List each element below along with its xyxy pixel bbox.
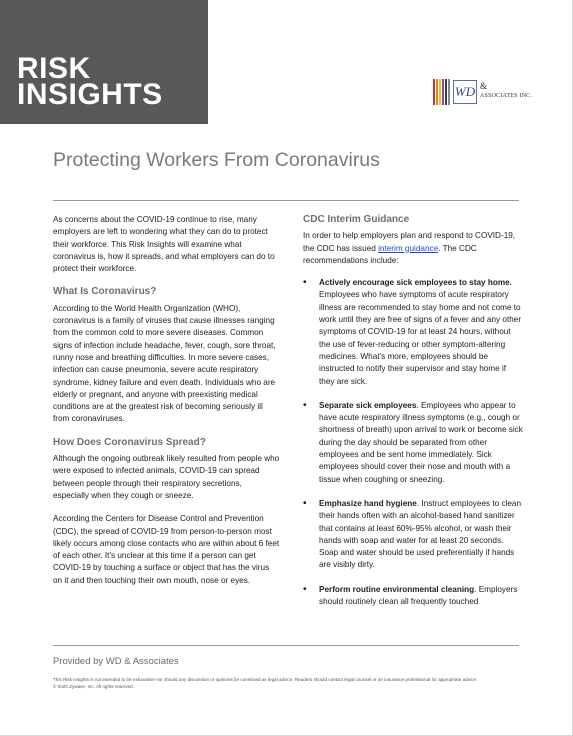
logo-stripe (433, 79, 435, 105)
logo-stripe (442, 79, 444, 105)
cdc-recommendations-list (303, 277, 523, 608)
section-heading-how-spread: How Does Coronavirus Spread? (53, 436, 206, 448)
list-item (303, 498, 523, 572)
bullet-lead: Separate sick employees (319, 400, 417, 410)
interim-guidance-link[interactable]: interim guidance (378, 243, 439, 253)
what-is-paragraph: According to the World Health Organization (WHO), coronavirus is a family of viruses that cause illnesses ranging from the common cold to more severe diseases. Common signs of infection include headache, fever, cough, sore throat, runny nose and breathing difficulties. In more severe cases, infection can cause pneumonia, severe acute respiratory syndrome, kidney failure and even death. Individuals who are elderly or pregnant, and anyone with preexisting medical conditions are at the greatest risk of becoming seriously ill from coronaviruses. (53, 303, 276, 424)
cdc-intro-paragraph (303, 230, 523, 267)
footer-disclaimer (53, 676, 523, 690)
intro-paragraph: As concerns about the COVID-19 continue to rise, many employers are left to wondering what they can do to protect their workforce. This Risk Insights will examine what coronavirus is, how it spreads, and what employers can do to protect their workforce. (53, 215, 275, 274)
logo-stripe (439, 79, 441, 105)
bullet-lead: Perform routine environmental cleaning (319, 584, 475, 594)
masthead-line-1: RISK (17, 52, 91, 85)
logo-associates-text: ASSOCIATES INC. (480, 93, 533, 99)
logo-mark: WD (453, 80, 477, 104)
logo-stripe (436, 79, 438, 105)
section-heading-cdc: CDC Interim Guidance (303, 214, 410, 225)
bullet-text: Employees who have symptoms of acute respiratory illness are recommended to stay home and not come to work until they are free of signs of a fever and any other symptoms of COVID-19 for at least 24 hours, without the use of fever-reducing or other symptom-altering medicines. What's more, employees should be instructed to notify their supervisor and stay home if they are sick. (319, 290, 522, 386)
masthead-line-2: INSIGHTS (17, 78, 163, 111)
disclaimer-text: This Risk Insights is not intended to be exhaustive nor should any discussion or opinions be construed as legal advice. Readers should contact legal counsel or an insurance professional for appropriate advice. (53, 677, 478, 682)
section-heading-what-is: What Is Coronavirus? (53, 286, 157, 298)
how-spread-paragraph-2: According the Centers for Disease Control and Prevention (CDC), the spread of COVID-19 from person-to-person most likely occurs among close contacts who are within about 6 feet of each other. It's unclear at this time if a person can get COVID-19 by touching a surface or object that has the virus on it and then touching their own mouth, nose or eyes. (53, 514, 280, 585)
company-logo (433, 79, 551, 105)
bullet-lead: Emphasize hand hygiene (319, 498, 417, 508)
footer-divider (53, 645, 519, 646)
bullet-lead: Actively encourage sick employees to stay home. (319, 278, 512, 288)
bullet-text: . Employers should routinely clean all frequently touched (319, 584, 518, 607)
masthead-banner (0, 0, 208, 124)
logo-stripes (433, 79, 450, 105)
page-title: Protecting Workers From Coronavirus (53, 149, 380, 171)
list-item (303, 277, 523, 388)
logo-ampersand: & (480, 81, 488, 91)
cdc-intro-text-end: . The CDC recommendations include: (303, 243, 477, 265)
how-spread-paragraph-1: Although the ongoing outbreak likely resulted from people who were exposed to infected animals, COVID-19 can spread between people through their respiratory secretions, especially when they cough or sneeze. (53, 454, 280, 500)
title-divider (53, 200, 519, 201)
copyright-text: © 2020 Zywave, Inc. All rights reserved. (53, 684, 135, 689)
right-column (303, 214, 523, 620)
footer-provided-by: Provided by WD & Associates (53, 656, 179, 667)
cdc-intro-text: In order to help employers plan and respond to COVID-19, the CDC has issued (303, 231, 516, 253)
left-column (53, 214, 280, 598)
masthead-title (17, 52, 163, 111)
bullet-text: . Employees who appear to have acute respiratory illness symptoms (e.g., cough or shortness of breath) upon arrival to work or become sick during the day should be separated from other employees and be sent home immediately. Sick employees should cover their nose and mouth with a tissue when coughing or sneezing. (319, 400, 523, 484)
list-item (303, 400, 523, 486)
bullet-text: . Instruct employees to clean their hands often with an alcohol-based hand sanitizer that contains at least 60%-95% alcohol, or wash their hands with soap and water for at least 20 seconds. Soap and water should be used preferentially if hands are visibly dirty. (319, 498, 522, 570)
logo-stripe (448, 79, 450, 105)
list-item (303, 584, 523, 609)
logo-stripe (445, 79, 447, 105)
